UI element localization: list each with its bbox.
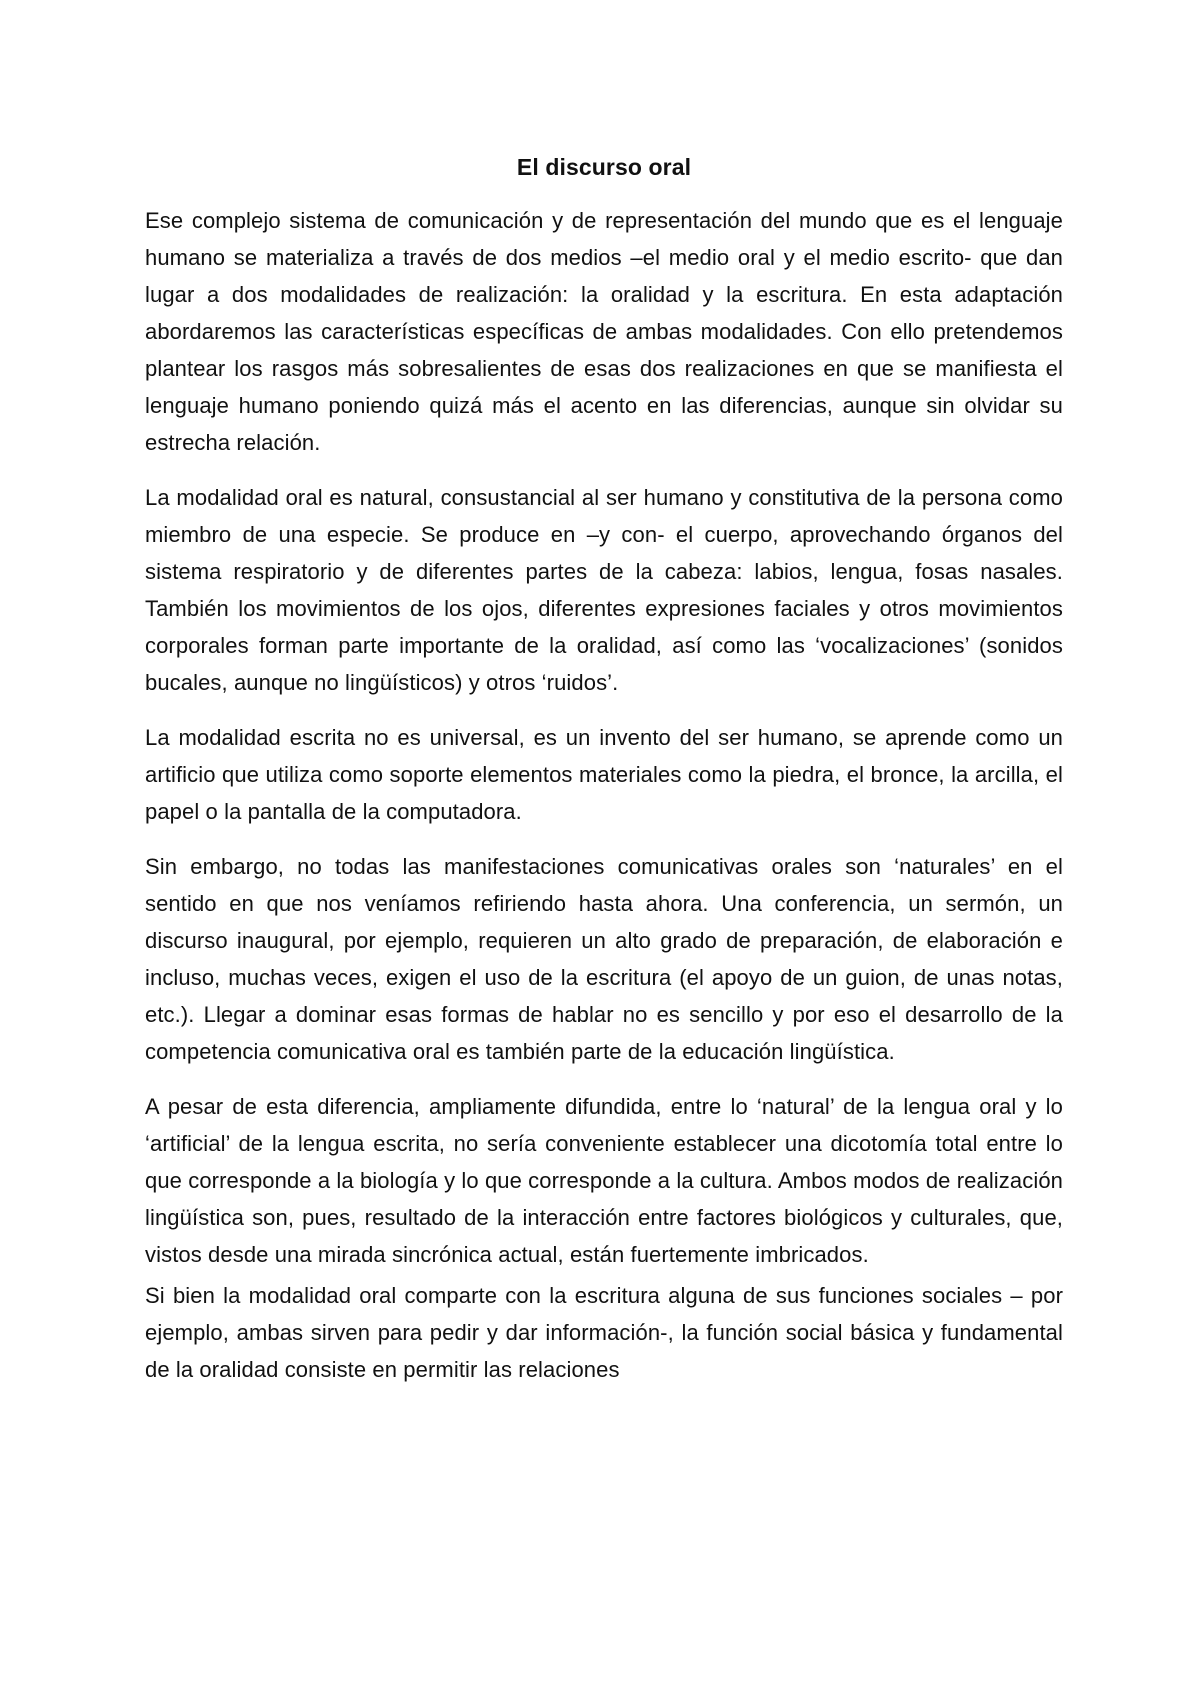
paragraph-4: Sin embargo, no todas las manifestaciones comunicativas orales son ‘naturales’ en el sentido en que nos veníamos refiriendo hasta ahora. Una conferencia, un sermón, un discurso inaugural, por ejemplo, requieren un alto grado de preparación, de elaboración e incluso, muchas veces, exigen el uso de la escritura (el apoyo de un guion, de unas notas, etc.). Llegar a dominar esas formas de hablar no es sencillo y por eso el desarrollo de la competencia comunicativa oral es también parte de la educación lingüística. [145,854,1063,1064]
page-title: El discurso oral [516,154,692,180]
paragraph-2: La modalidad oral es natural, consustancial al ser humano y constitutiva de la persona como miembro de una especie. Se produce en –y con- el cuerpo, aprovechando órganos del sistema respiratorio y de diferentes partes de la cabeza: labios, lengua, fosas nasales. También los movimientos de los ojos, diferentes expresiones faciales y otros movimientos corporales forman parte importante de la oralidad, así como las ‘vocalizaciones’ (sonidos bucales, aunque no lingüísticos) y otros ‘ruidos’. [145,485,1063,695]
paragraph-5: A pesar de esta diferencia, ampliamente difundida, entre lo ‘natural’ de la lengua oral y lo ‘artificial’ de la lengua escrita, no sería conveniente establecer una dicotomía total entre lo que corresponde a la biología y lo que corresponde a la cultura. Ambos modos de realización lingüística son, pues, resultado de la interacción entre factores biológicos y culturales, que, vistos desde una mirada sincrónica actual, están fuertemente imbricados. [145,1094,1063,1267]
paragraph-1: Ese complejo sistema de comunicación y de representación del mundo que es el lenguaje humano se materializa a través de dos medios –el medio oral y el medio escrito- que dan lugar a dos modalidades de realización: la oralidad y la escritura. En esta adaptación abordaremos las características específicas de ambas modalidades. Con ello pretendemos plantear los rasgos más sobresalientes de esas dos realizaciones en que se manifiesta el lenguaje humano poniendo quizá más el acento en las diferencias, aunque sin olvidar su estrecha relación. [145,208,1063,455]
document-content [145,150,1063,1406]
paragraph-3: La modalidad escrita no es universal, es un invento del ser humano, se aprende como un artificio que utiliza como soporte elementos materiales como la piedra, el bronce, la arcilla, el papel o la pantalla de la computadora. [145,725,1063,824]
paragraph-6: Si bien la modalidad oral comparte con la escritura alguna de sus funciones sociales – por ejemplo, ambas sirven para pedir y dar información-, la función social básica y fundamental de la oralidad consiste en permitir las relaciones [145,1283,1063,1382]
